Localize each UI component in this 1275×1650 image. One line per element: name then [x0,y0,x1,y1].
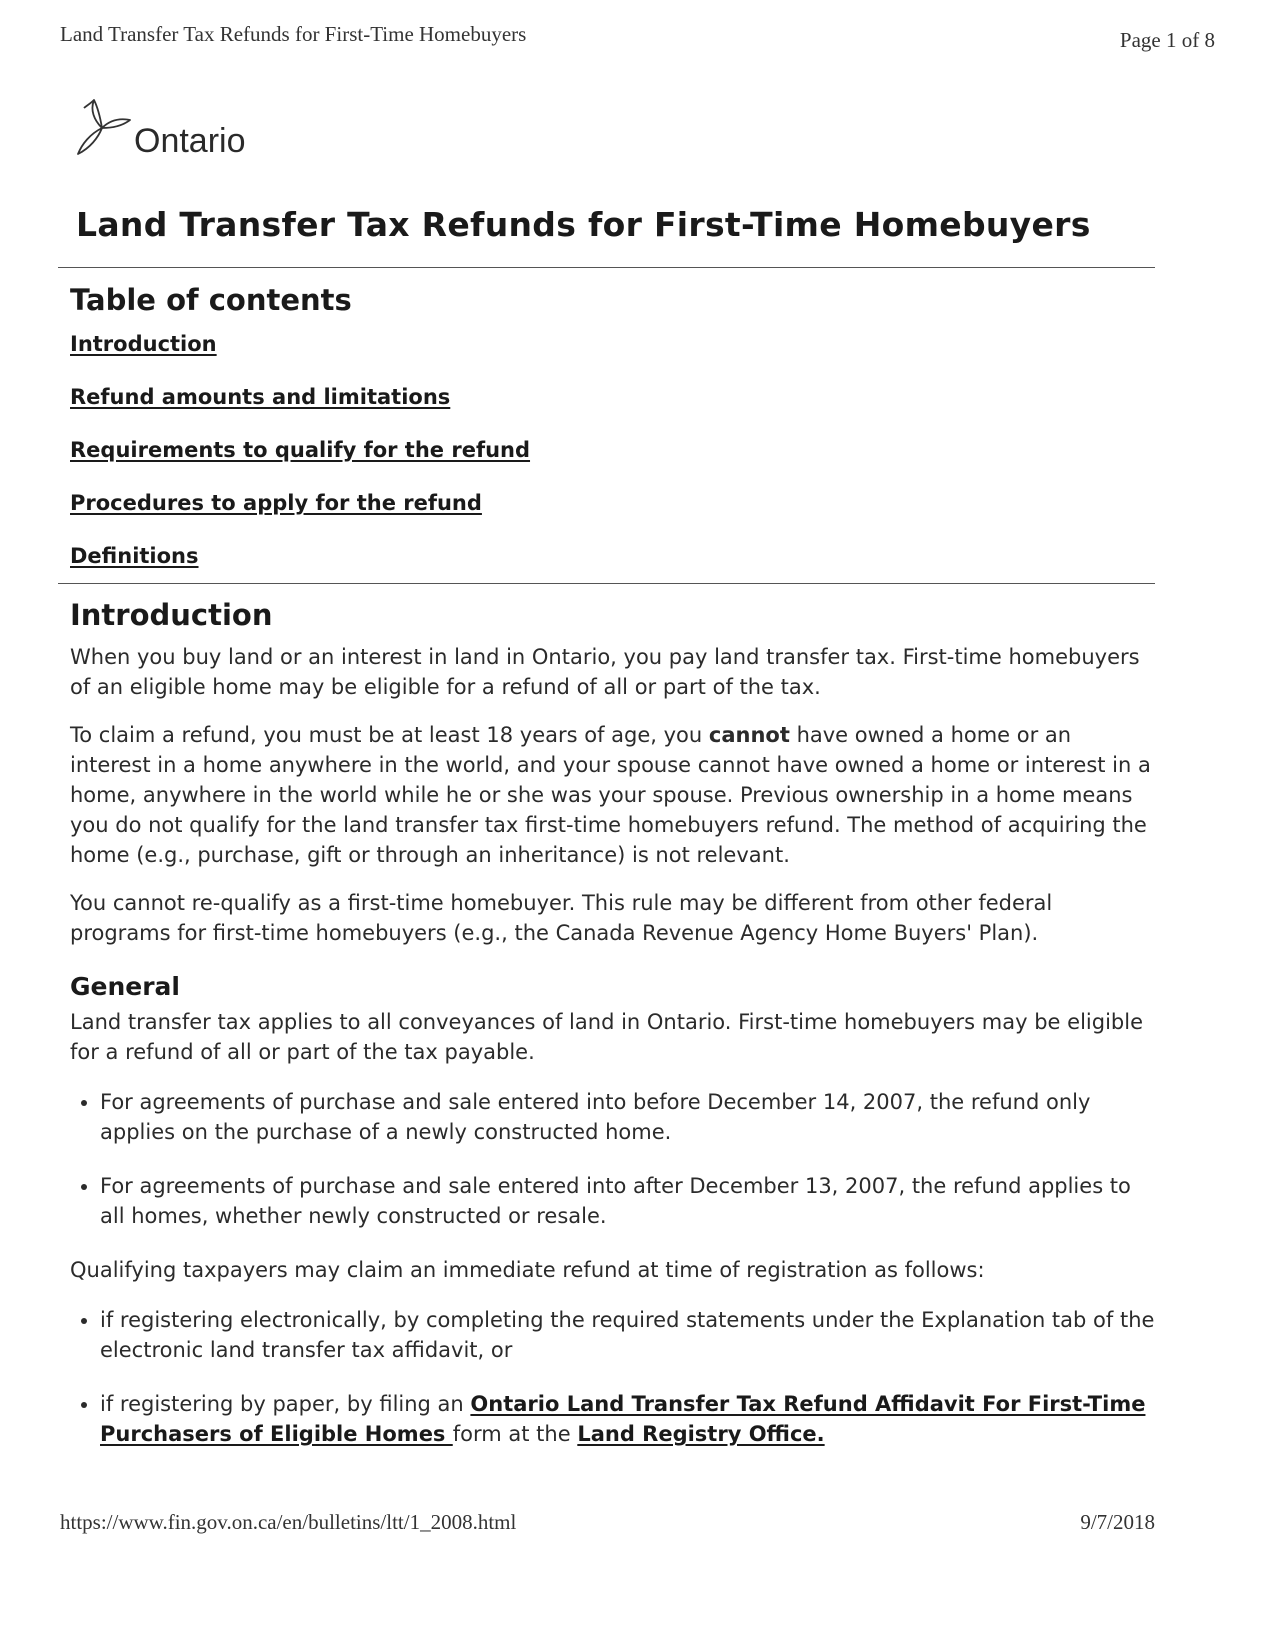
toc-link-definitions[interactable]: Definitions [70,544,199,568]
toc-heading: Table of contents [70,283,352,317]
logo-text: Ontario [134,122,246,160]
ontario-logo[interactable] [72,98,246,160]
general-paragraph-1: Land transfer tax applies to all conveyances of land in Ontario. First-time homebuyers may be eligible for a refund of all or part of the tax payable. [70,1010,1143,1064]
toc-item [70,439,530,463]
general-heading: General [70,972,180,1001]
print-footer [60,1510,1155,1535]
land-registry-office-link[interactable]: Land Registry Office. [577,1422,825,1446]
list-item: • For agreements of purchase and sale entered into before December 14, 2007, the refund only applies on the purchase of a newly constructed home. [100,1087,1155,1147]
toc-link-introduction[interactable]: Introduction [70,332,217,356]
intro-paragraph-2 [70,720,1155,870]
intro-p2-before: To claim a refund, you must be at least 18 years of age, you [70,723,709,747]
intro-p2-emphasis: cannot [708,723,790,747]
toc-link-procedures[interactable]: Procedures to apply for the refund [70,491,482,515]
claim-bullet-list [70,1305,1155,1449]
intro-paragraph-3: You cannot re-qualify as a first-time homebuyer. This rule may be different from other federal programs for first-time homebuyers (e.g., the Canada Revenue Agency Home Buyers' Plan). [70,891,1053,945]
divider-top [58,267,1155,268]
list-item [100,1389,1155,1449]
page-title: Land Transfer Tax Refunds for First-Time Homebuyers [76,205,1091,244]
table-of-contents [70,283,530,598]
print-footer-url: https://www.fin.gov.on.ca/en/bulletins/ltt/1_2008.html [60,1510,517,1534]
print-footer-date: 9/7/2018 [1080,1510,1155,1534]
toc-item [70,545,530,569]
claim-bullet-2-middle: form at the [452,1422,578,1446]
claim-bullet-2-before: if registering by paper, by filing an [100,1392,471,1416]
general-paragraph-2: Qualifying taxpayers may claim an immediate refund at time of registration as follows: [70,1258,985,1282]
toc-link-requirements[interactable]: Requirements to qualify for the refund [70,438,531,462]
print-header [60,22,1215,53]
main-content [70,598,1155,1473]
print-header-title: Land Transfer Tax Refunds for First-Time Homebuyers [60,22,527,46]
refund-affidavit-link[interactable]: Ontario Land Transfer Tax Refund Affidavit For First-Time Purchasers of Eligible Homes [100,1392,1146,1446]
toc-item [70,386,530,410]
list-item: • For agreements of purchase and sale entered into after December 13, 2007, the refund applies to all homes, whether newly constructed or resale. [100,1171,1155,1231]
introduction-heading: Introduction [70,598,273,632]
toc-item [70,333,530,357]
page-header [70,205,1175,244]
trillium-icon [72,98,132,160]
print-page-number: Page 1 of 8 [1119,28,1215,52]
general-bullet-list [70,1087,1155,1231]
list-item: • if registering electronically, by completing the required statements under the Explanation tab of the electronic land transfer tax affidavit, or [100,1305,1155,1365]
intro-paragraph-1: When you buy land or an interest in land in Ontario, you pay land transfer tax. First-time homebuyers of an eligible home may be eligible for a refund of all or part of the tax. [70,645,1140,699]
toc-link-refund-amounts[interactable]: Refund amounts and limitations [70,385,451,409]
divider-toc [58,583,1155,584]
toc-item [70,492,530,516]
intro-p2-after: have owned a home or an interest in a home anywhere in the world, and your spouse cannot have owned a home or interest in a home, anywhere in the world while he or she was your spouse. Previous ownership in a home means you do not qualify for the land transfer tax first-time homebuyers refund. The method of acquiring the home (e.g., purchase, gift or through an inheritance) is not relevant. [70,723,1151,867]
